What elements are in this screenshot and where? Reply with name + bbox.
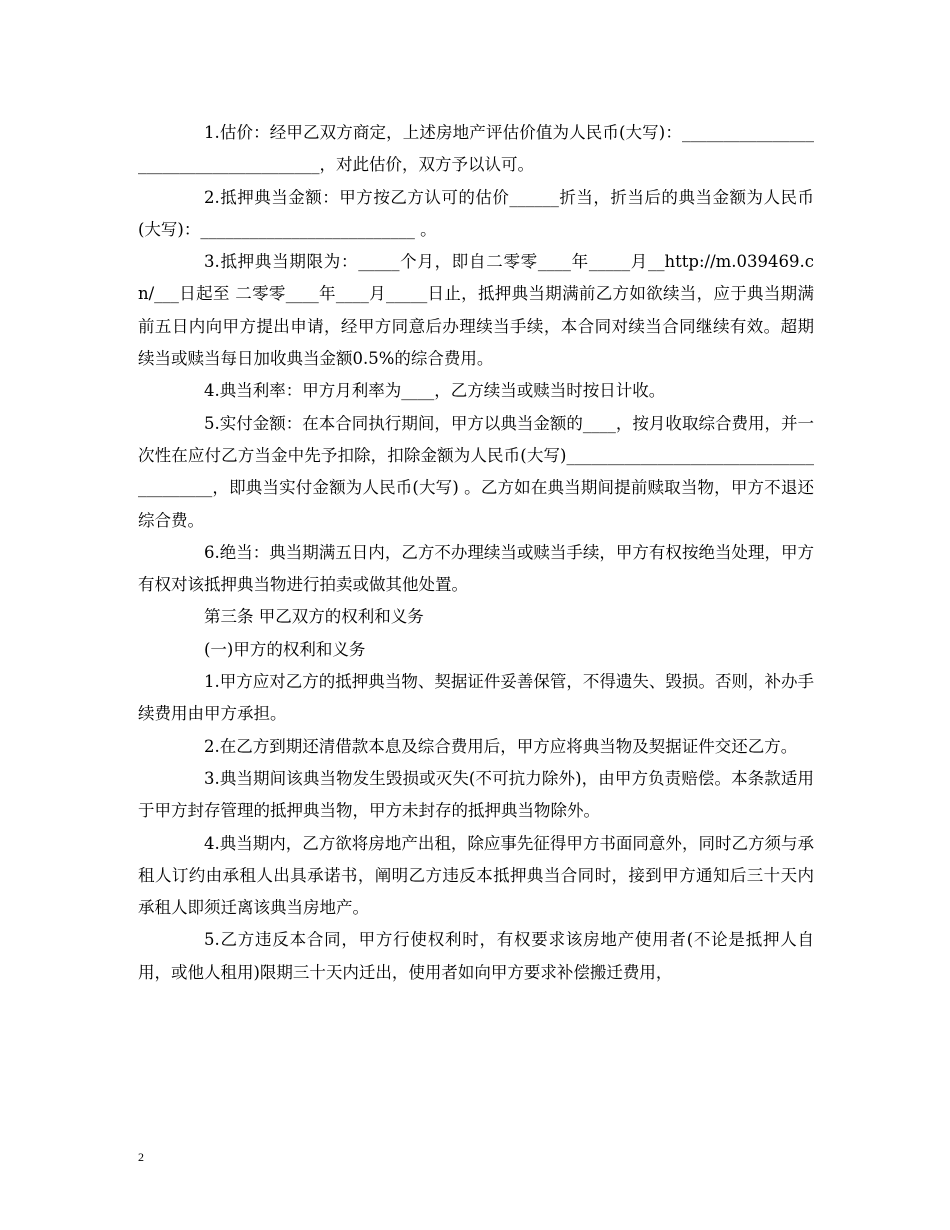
- clause-custody: 1.甲方应对乙方的抵押典当物、契据证件妥善保管，不得遗失、毁损。否则，补办手续费用由甲方承担。: [138, 672, 814, 724]
- clause-pawn-amount: 2.抵押典当金额：甲方按乙方认可的估价______折当，折当后的典当金额为人民币(大写)：__________________________ 。: [138, 187, 814, 239]
- clause-interest-rate: 4.典当利率：甲方月利率为____，乙方续当或赎当时按日计收。: [204, 381, 666, 401]
- clause-appraisal: 1.估价：经甲乙双方商定，上述房地产评估价值为人民币(大写)：______________________________________，对此估价，双方予以认可。: [138, 123, 814, 175]
- clause-pawn-term: 3.抵押典当期限为：_____个月，即自二零零____年_____月__http://m.039469.cn/___日起至 二零零____年____月_____日止，抵押典当期满前乙方如欲续当，应于典当期满前五日内向甲方提出申请，经甲方同意后办理续当手续，本合同对续当合同继续有效。超期续当或赎当每日加收典当金额0.5%的综合费用。: [138, 252, 814, 369]
- clause-lease: 4.典当期内，乙方欲将房地产出租，除应事先征得甲方书面同意外，同时乙方须与承租人订约由承租人出具承诺书，阐明乙方违反本抵押典当合同时，接到甲方通知后三十天内承租人即须迁离该典当房地产。: [138, 833, 814, 918]
- clause-damage: 3.典当期间该典当物发生毁损或灭失(不可抗力除外)，由甲方负责赔偿。本条款适用于甲方封存管理的抵押典当物，甲方未封存的抵押典当物除外。: [138, 768, 814, 821]
- article-heading: 第三条 甲乙双方的权利和义务: [204, 607, 424, 627]
- clause-actual-amount: 5.实付金额：在本合同执行期间，甲方以典当金额的____，按月收取综合费用，并一次性在应付乙方当金中先予扣除，扣除金额为人民币(大写)_______________________________________，即典当实付金额为人民币(大写) 。乙方如在典当期间提前赎取当物，甲方不退还综合费。: [138, 413, 814, 530]
- document-body: [138, 117, 814, 989]
- clause-forfeiture: 6.绝当：典当期满五日内，乙方不办理续当或赎当手续，甲方有权按绝当处理，甲方有权对该抵押典当物进行拍卖或做其他处置。: [138, 542, 814, 595]
- page-number: 2: [138, 1150, 144, 1164]
- clause-eviction: 5.乙方违反本合同，甲方行使权利时，有权要求该房地产使用者(不论是抵押人自用，或他人租用)限期三十天内迁出，使用者如向甲方要求补偿搬迁费用，: [138, 930, 814, 982]
- clause-return: 2.在乙方到期还清借款本息及综合费用后，甲方应将典当物及契据证件交还乙方。: [204, 736, 798, 756]
- section-heading: (一)甲方的权利和义务: [204, 639, 366, 659]
